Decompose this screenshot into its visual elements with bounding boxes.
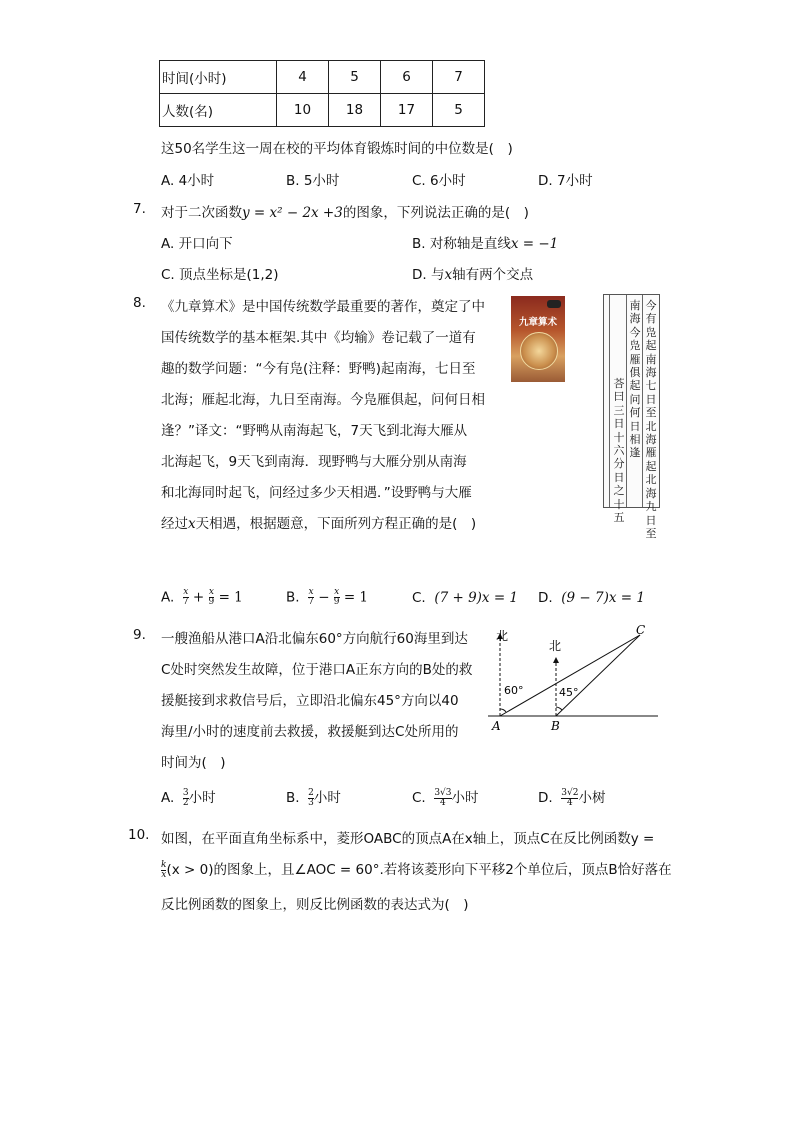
operator: − [318,589,330,606]
q10-number: 10. [128,827,150,843]
q6-stem: 这50名学生这一周在校的平均体育锻炼时间的中位数是( ) [161,141,513,157]
q9-number: 9. [133,627,146,643]
equation-rhs: = 1 [343,589,369,606]
unit: 小树 [578,790,606,806]
q9-line: 海里/小时的速度前去救援，救援艇到达C处所用的 [161,724,459,740]
table-cell: 18 [329,94,381,127]
denominator: 9 [333,597,340,607]
option-letter: A. [161,589,175,606]
table-row [160,61,485,94]
q9-line: C处时突然发生故障，位于港口A正东方向的B处的救 [161,662,473,678]
divider [609,295,610,507]
north-label-a: 北 [496,629,509,643]
angle-arc-a [500,709,506,712]
unit: 小时 [313,790,341,806]
q9-line: 一艘渔船从港口A沿北偏东60°方向航行60海里到达 [161,631,468,647]
fraction [183,588,189,607]
scroll-column: 荅曰三日十六分日之十五 [613,377,625,525]
q7-option-d-text: 轴有两个交点 [452,267,534,283]
q9-line: 援艇接到求救信号后，立即沿北偏东45°方向以40 [161,693,459,709]
badge-icon [547,300,561,308]
q6-option-d[interactable]: D. 7小时 [538,173,593,189]
option-letter: C. [412,590,426,606]
denominator: 9 [208,597,215,607]
numerator: 2 [308,787,314,798]
q8-option-d[interactable] [538,590,645,606]
q7-option-a[interactable]: A. 开口向下 [161,236,233,252]
q7-stem [161,201,529,221]
divider [626,295,627,507]
fraction [209,588,215,607]
numerator: 3 [182,787,189,798]
q9-option-b[interactable] [286,786,341,808]
q8-line-text: 经过 [161,516,188,532]
fraction [434,789,451,808]
denominator: x [161,869,167,880]
equation: (7 + 9)x = 1 [434,590,519,606]
table-header-cell: 时间(小时) [160,61,277,94]
table-cell: 6 [381,61,433,94]
fraction [561,789,578,808]
q10-line: 如图，在平面直角坐标系中，菱形OABC的顶点A在x轴上，顶点C在反比例函数y = [161,831,655,847]
denominator: 2 [182,797,189,808]
q8-line: 和北海同时起飞，问经过多少天相遇．”设野鸭与大雁 [161,485,472,501]
numerator: k [161,859,167,870]
numerator: 3√3 [434,787,452,798]
denominator: 4 [434,798,451,808]
q8-line-text: 天相遇，根据题意，下面所列方程正确的是( ) [195,516,477,532]
q9-option-c[interactable] [412,786,479,808]
table-row [160,94,485,127]
q8-line: 国传统数学的基本框架.其中《均输》卷记载了一道有 [161,330,476,346]
segment-bc [556,635,640,716]
north-label-b: 北 [549,639,562,653]
q8-line: 《九章算术》是中国传统数学最重要的著作，奠定了中 [161,299,485,315]
option-letter: A. [161,790,175,806]
q9-option-a[interactable] [161,786,216,808]
q8-number: 8. [133,295,146,311]
q9-option-d[interactable] [538,786,605,808]
unit: 小时 [188,790,216,806]
denominator: 7 [308,597,314,607]
option-letter: C. [412,790,426,806]
numerator: 3√2 [561,787,579,798]
book-cover-image [511,296,565,382]
q8-line [161,512,476,532]
scroll-column: 南海今凫雁俱起问何日相逢 [629,299,641,460]
q7-stem-text: 的图象，下列说法正确的是( ) [342,205,529,221]
equation-rhs: = 1 [218,589,243,606]
q8-option-b[interactable] [286,588,368,607]
angle-arc-b [556,707,562,710]
q10-line [161,858,672,880]
q7-option-b-text: B. 对称轴是直线 [412,236,511,252]
table-cell: 4 [277,61,329,94]
q8-line: 逢？”译文：“野鸭从南海起飞，7天飞到北海大雁从 [161,423,468,439]
operator: + [192,589,205,606]
frequency-table [159,60,485,127]
denominator: 4 [561,798,578,808]
q6-option-c[interactable]: C. 6小时 [412,173,466,189]
unit: 小时 [451,790,479,806]
fraction [334,588,340,607]
table-header-cell: 人数(名) [160,94,277,127]
q10-line: 反比例函数的图象上，则反比例函数的表达式为( ) [161,897,469,913]
segment-ac [500,635,640,716]
q7-option-b[interactable] [412,232,558,252]
q7-option-d[interactable] [412,263,533,283]
equation: (9 − 7)x = 1 [561,590,645,606]
angle-label-60: 60° [504,684,524,697]
q6-option-b[interactable]: B. 5小时 [286,173,340,189]
q8-variable: x [188,516,196,532]
q8-option-c[interactable] [412,590,518,606]
angle-label-45: 45° [559,686,579,699]
option-letter: B. [286,790,300,806]
q8-line: 趣的数学问题：“今有凫(注释：野鸭)起南海，七日至 [161,361,476,377]
numerator: x [183,587,189,597]
q10-line-text: (x > 0)的图象上，且∠AOC = 60°.若将该菱形向下平移2个单位后，顶点B恰好落在 [166,862,672,878]
table-cell: 7 [433,61,485,94]
fraction [308,588,314,607]
q7-option-d-math: x [444,267,453,283]
q7-option-c[interactable]: C. 顶点坐标是(1,2) [161,267,279,283]
table-cell: 5 [329,61,381,94]
classical-text-image [603,294,660,540]
q8-option-a[interactable] [161,588,243,607]
q8-line: 北海起飞，9天飞到南海．现野鸭与大雁分别从南海 [161,454,467,470]
numerator: x [208,587,214,597]
navigation-diagram [488,624,663,736]
q7-formula: y = x² − 2x +3 [242,205,343,221]
q8-line: 北海；雁起北海，九日至南海。今凫雁俱起，问何日相 [161,392,485,408]
option-letter: D. [538,590,553,606]
q6-option-a[interactable]: A. 4小时 [161,173,215,189]
astrolabe-icon [520,332,558,370]
table-cell: 5 [433,94,485,127]
option-letter: D. [538,790,553,806]
q7-option-b-math: x = −1 [510,236,559,252]
book-cover-title: 九章算术 [518,317,557,328]
point-a-label: A [492,719,501,733]
point-c-label: C [636,624,646,637]
q7-number: 7. [133,201,146,217]
numerator: x [334,587,340,597]
numerator: x [308,587,314,597]
table-cell: 17 [381,94,433,127]
divider [642,295,643,507]
point-b-label: B [551,719,560,733]
denominator: 3 [308,797,314,808]
option-letter: B. [286,589,300,606]
table-cell: 10 [277,94,329,127]
q9-line: 时间为( ) [161,755,226,771]
q7-option-d-text: D. 与 [412,267,445,283]
q7-stem-text: 对于二次函数 [161,205,242,221]
denominator: 7 [182,597,189,607]
scroll-column: 今有凫起南海七日至北海雁起北海九日至 [645,299,657,540]
